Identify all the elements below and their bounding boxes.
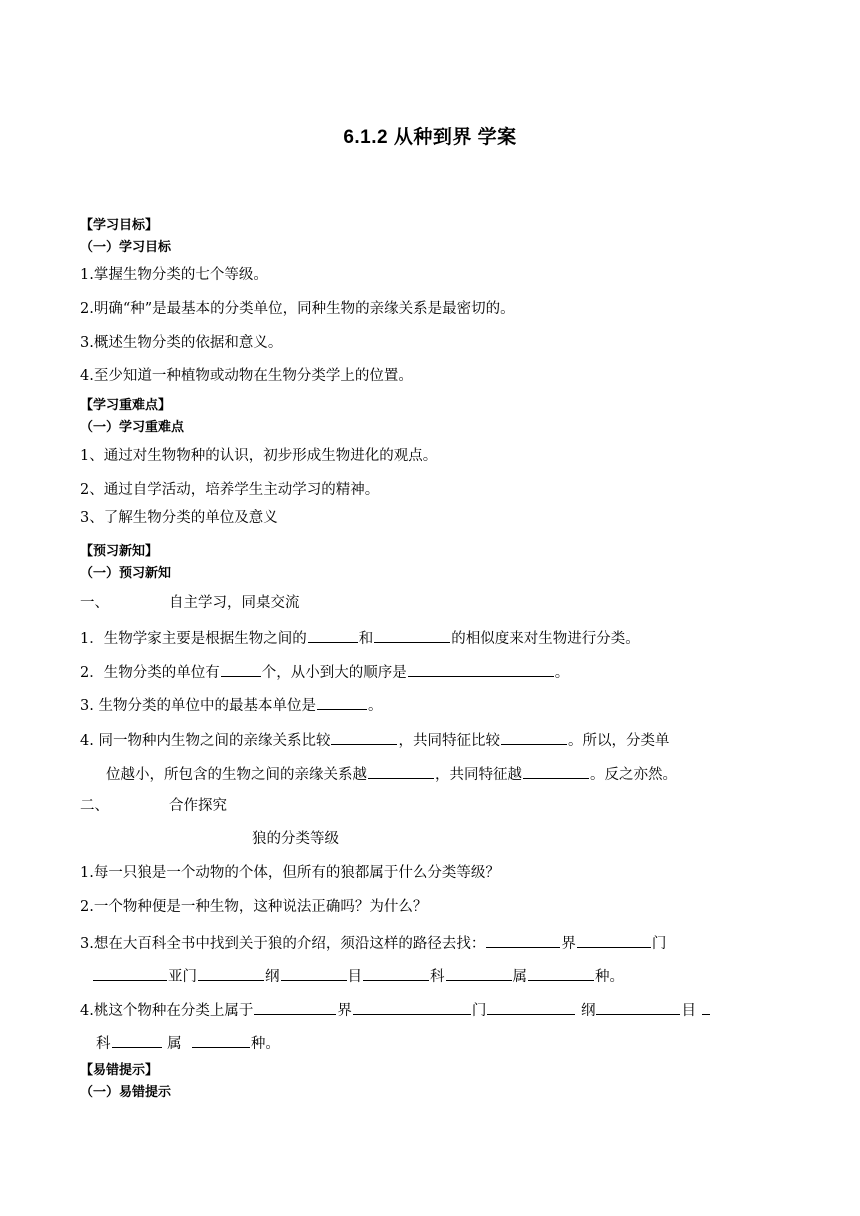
preview-heading: 【预习新知】 [80, 544, 159, 559]
blank[interactable] [112, 1031, 162, 1048]
blank[interactable] [353, 998, 471, 1015]
goal-item-1: 1.掌握生物分类的七个等级。 [80, 267, 268, 283]
blank[interactable] [487, 998, 575, 1015]
blank[interactable] [702, 998, 710, 1015]
keypoints-subheading: （一）学习重难点 [80, 420, 185, 435]
part1-number: 一、 [80, 595, 109, 611]
goal-item-3: 3.概述生物分类的依据和意义。 [80, 335, 283, 351]
keypoint-item-2: 2、通过自学活动，培养学生主动学习的精神。 [80, 482, 380, 498]
keypoint-item-1: 1、通过对生物物种的认识，初步形成生物进化的观点。 [80, 448, 438, 464]
blank[interactable] [368, 762, 434, 779]
mistakes-heading: 【易错提示】 [80, 1063, 159, 1078]
part2-number: 二、 [80, 798, 109, 814]
peach-question-line-1: 4.桃这个物种在分类上属于 界 门 纲 目 [80, 998, 711, 1021]
question-4-line-1: 4. 同一物种内生物之间的亲缘关系比较 ，共同特征比较 。所以，分类单 [80, 728, 669, 751]
blank[interactable] [281, 964, 347, 981]
part2-title: 合作探究 [169, 798, 227, 814]
wolf-question-3-line-1: 3.想在大百科全书中找到关于狼的介绍，须沿这样的路径去找： 界 门 [80, 931, 666, 954]
part1-heading [80, 593, 300, 613]
blank[interactable] [577, 931, 651, 948]
blank[interactable] [486, 931, 560, 948]
question-3: 3. 生物分类的单位中的最基本单位是 。 [80, 693, 382, 716]
blank[interactable] [408, 660, 554, 677]
blank[interactable] [374, 626, 450, 643]
wolf-caption: 狼的分类等级 [252, 831, 339, 847]
blank[interactable] [317, 693, 367, 710]
blank[interactable] [523, 762, 589, 779]
mistakes-subheading: （一）易错提示 [80, 1085, 172, 1100]
keypoints-heading: 【学习重难点】 [80, 398, 172, 413]
wolf-question-1: 1.每一只狼是一个动物的个体，但所有的狼都属于什么分类等级？ [80, 865, 500, 881]
wolf-question-3-line-2: 亚门 纲 目 科 属 种。 [92, 964, 624, 987]
blank[interactable] [501, 728, 567, 745]
preview-subheading: （一）预习新知 [80, 566, 172, 581]
blank[interactable] [221, 660, 261, 677]
goal-item-4: 4.至少知道一种植物或动物在生物分类学上的位置。 [80, 368, 413, 384]
blank[interactable] [596, 998, 680, 1015]
peach-question-line-2: 科 属 种。 [96, 1031, 280, 1054]
part1-title: 自主学习，同桌交流 [169, 595, 300, 611]
blank[interactable] [331, 728, 397, 745]
goal-item-2: 2.明确“种”是最基本的分类单位，同种生物的亲缘关系是最密切的。 [80, 301, 515, 317]
question-1: 1．生物学家主要是根据生物之间的 和 的相似度来对生物进行分类。 [80, 626, 640, 649]
goals-heading: 【学习目标】 [80, 218, 159, 233]
blank[interactable] [446, 964, 512, 981]
goals-subheading: （一）学习目标 [80, 240, 172, 255]
blank[interactable] [528, 964, 594, 981]
wolf-question-2: 2.一个物种便是一种生物，这种说法正确吗？为什么？ [80, 899, 428, 915]
question-4-line-2: 位越小，所包含的生物之间的亲缘关系越 ，共同特征越 。反之亦然。 [106, 762, 677, 785]
blank[interactable] [93, 964, 167, 981]
document-title: 6.1.2 从种到界 学案 [343, 127, 517, 148]
blank[interactable] [308, 626, 358, 643]
blank[interactable] [363, 964, 429, 981]
blank[interactable] [254, 998, 336, 1015]
part2-heading [80, 796, 227, 816]
keypoint-item-3: 3、了解生物分类的单位及意义 [80, 510, 278, 526]
question-2: 2．生物分类的单位有 个，从小到大的顺序是 。 [80, 660, 569, 683]
blank[interactable] [192, 1031, 250, 1048]
blank[interactable] [198, 964, 264, 981]
